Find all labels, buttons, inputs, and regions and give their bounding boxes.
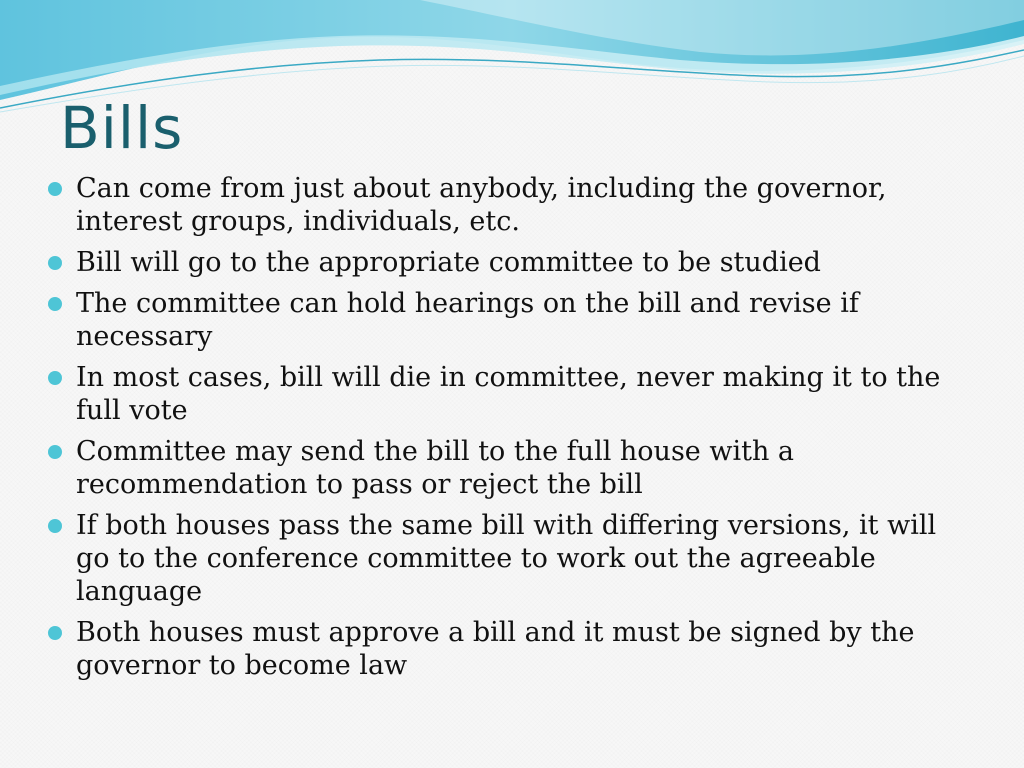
bullet-text: Committee may send the bill to the full house with a recommendation to pass or reject the bill — [76, 436, 795, 500]
list-item — [48, 361, 978, 427]
list-item — [48, 246, 978, 279]
circle-bullet-icon — [48, 445, 62, 459]
circle-bullet-icon — [48, 519, 62, 533]
list-item — [48, 435, 978, 501]
slide-title: Bills — [60, 94, 184, 162]
circle-bullet-icon — [48, 626, 62, 640]
circle-bullet-icon — [48, 256, 62, 270]
list-item — [48, 172, 978, 238]
bullet-text: Both houses must approve a bill and it must be signed by the governor to become law — [76, 617, 915, 681]
list-item — [48, 287, 978, 353]
bullet-text: If both houses pass the same bill with differing versions, it will go to the conference committee to work out the agreeable language — [76, 510, 937, 607]
circle-bullet-icon — [48, 371, 62, 385]
list-item — [48, 616, 978, 682]
bullet-list — [48, 172, 978, 690]
bullet-text: In most cases, bill will die in committee, never making it to the full vote — [76, 362, 941, 426]
bullet-text: The committee can hold hearings on the bill and revise if necessary — [76, 288, 859, 352]
circle-bullet-icon — [48, 297, 62, 311]
circle-bullet-icon — [48, 182, 62, 196]
list-item — [48, 509, 978, 608]
bullet-text: Bill will go to the appropriate committee to be studied — [76, 247, 821, 278]
bullet-text: Can come from just about anybody, including the governor, interest groups, individuals, etc. — [76, 173, 887, 237]
